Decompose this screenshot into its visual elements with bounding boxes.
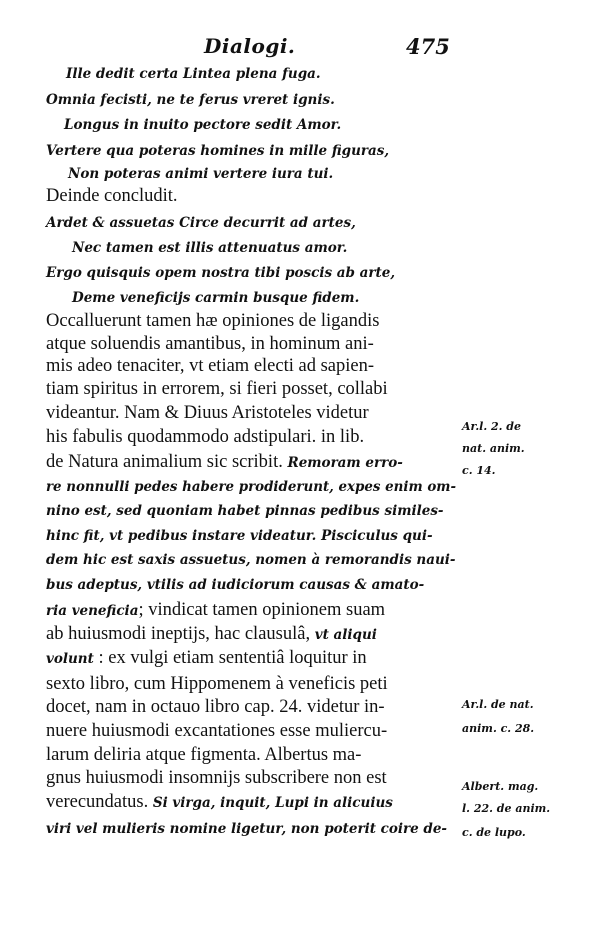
text-line	[46, 212, 356, 231]
italic-text: ria veneficia	[46, 603, 139, 619]
roman-text: mis adeo tenaciter, vt etiam electi ad sapien-	[46, 356, 375, 376]
text-line	[46, 674, 388, 695]
text-line	[46, 334, 374, 355]
roman-text: his fabulis quodammodo adstipulari. in lib.	[46, 427, 365, 447]
margin-note: c. de lupo.	[462, 826, 526, 839]
margin-note: Ar.l. de nat.	[462, 698, 534, 711]
text-line	[46, 500, 444, 519]
text-line	[46, 427, 364, 448]
italic-text: Nec tamen est illis attenuatus amor.	[72, 240, 348, 256]
italic-text: viri vel mulieris nomine ligetur, non poterit coire de-	[46, 821, 448, 837]
margin-note: nat. anim.	[462, 442, 525, 455]
text-line	[46, 549, 456, 568]
margin-note: Albert. mag.	[462, 780, 539, 793]
italic-text: volunt	[46, 651, 94, 667]
text-line	[46, 140, 389, 159]
italic-text: Longus in inuito pectore sedit Amor.	[64, 117, 342, 133]
italic-text: bus adeptus, vtilis ad iudiciorum causas & amato-	[46, 577, 425, 593]
italic-text: Remoram erro-	[287, 455, 403, 471]
text-line	[46, 525, 433, 544]
text-line	[46, 311, 379, 332]
text-line	[68, 163, 333, 182]
text-line	[46, 600, 385, 621]
roman-text: gnus huiusmodi insomnijs subscribere non est	[46, 768, 387, 788]
text-line	[46, 262, 395, 281]
roman-text: de Natura animalium sic scribit.	[46, 452, 288, 472]
italic-text: Ille dedit certa Lintea plena fuga.	[66, 66, 321, 82]
text-line	[46, 624, 377, 645]
running-title: Dialogi.	[204, 34, 296, 58]
roman-text: Occalluerunt tamen hæ opiniones de ligandis	[46, 311, 380, 331]
roman-text: : ex vulgi etiam sententiâ loquitur in	[93, 648, 367, 668]
text-line	[46, 476, 456, 495]
italic-text: hinc fit, vt pedibus instare videatur. Pisciculus qui-	[46, 528, 433, 544]
italic-text: dem hic est saxis assuetus, nomen à remorandis naui-	[46, 552, 456, 568]
roman-text: nuere huiusmodi excantationes esse muliercu-	[46, 721, 388, 741]
text-line	[46, 792, 393, 813]
text-line	[46, 379, 388, 400]
text-line	[46, 648, 367, 669]
text-line	[46, 721, 387, 742]
italic-text: Non poteras animi vertere iura tui.	[68, 166, 334, 182]
italic-text: vt aliqui	[314, 627, 377, 643]
text-line	[46, 768, 387, 789]
roman-text: larum deliria atque figmenta. Albertus ma-	[46, 745, 362, 765]
text-line	[46, 403, 369, 424]
text-line	[66, 63, 321, 82]
roman-text: videantur. Nam & Diuus Aristoteles videtur	[46, 403, 369, 423]
text-line	[46, 697, 385, 718]
italic-text: Si virga, inquit, Lupi in alicuius	[152, 795, 393, 811]
text-line	[46, 89, 335, 108]
margin-note: Ar.l. 2. de	[462, 420, 521, 433]
text-line	[46, 745, 361, 766]
italic-text: nino est, sed quoniam habet pinnas pedibus similes-	[46, 503, 444, 519]
italic-text: Omnia fecisti, ne te ferus vreret ignis.	[46, 92, 335, 108]
text-line	[72, 237, 347, 256]
margin-note: anim. c. 28.	[462, 722, 535, 735]
margin-note: l. 22. de anim.	[462, 802, 551, 815]
roman-text: atque soluendis amantibus, in hominum ani-	[46, 334, 374, 354]
italic-text: Ergo quisquis opem nostra tibi poscis ab arte,	[46, 265, 396, 281]
roman-text: Deinde concludit.	[46, 186, 178, 206]
roman-text: verecundatus.	[46, 792, 153, 812]
roman-text: sexto libro, cum Hippomenem à veneficis peti	[46, 674, 388, 694]
italic-text: Deme veneficijs carmin busque fidem.	[72, 290, 360, 306]
text-line	[46, 818, 447, 837]
italic-text: re nonnulli pedes habere prodiderunt, expes enim om-	[46, 479, 457, 495]
text-line	[72, 287, 359, 306]
roman-text: ab huiusmodi ineptijs, hac clausulâ,	[46, 624, 315, 644]
text-line	[46, 574, 424, 593]
text-line	[64, 114, 341, 133]
roman-text: tiam spiritus in errorem, si fieri posset, collabi	[46, 379, 388, 399]
text-line	[46, 186, 178, 207]
roman-text: docet, nam in octauo libro cap. 24. videtur in-	[46, 697, 385, 717]
italic-text: Ardet & assuetas Circe decurrit ad artes,	[46, 215, 356, 231]
margin-note: c. 14.	[462, 464, 496, 477]
text-line	[46, 452, 403, 473]
text-line	[46, 356, 374, 377]
page-number: 475	[406, 34, 450, 59]
roman-text: ; vindicat tamen opinionem suam	[138, 600, 386, 620]
italic-text: Vertere qua poteras homines in mille figuras,	[46, 143, 390, 159]
